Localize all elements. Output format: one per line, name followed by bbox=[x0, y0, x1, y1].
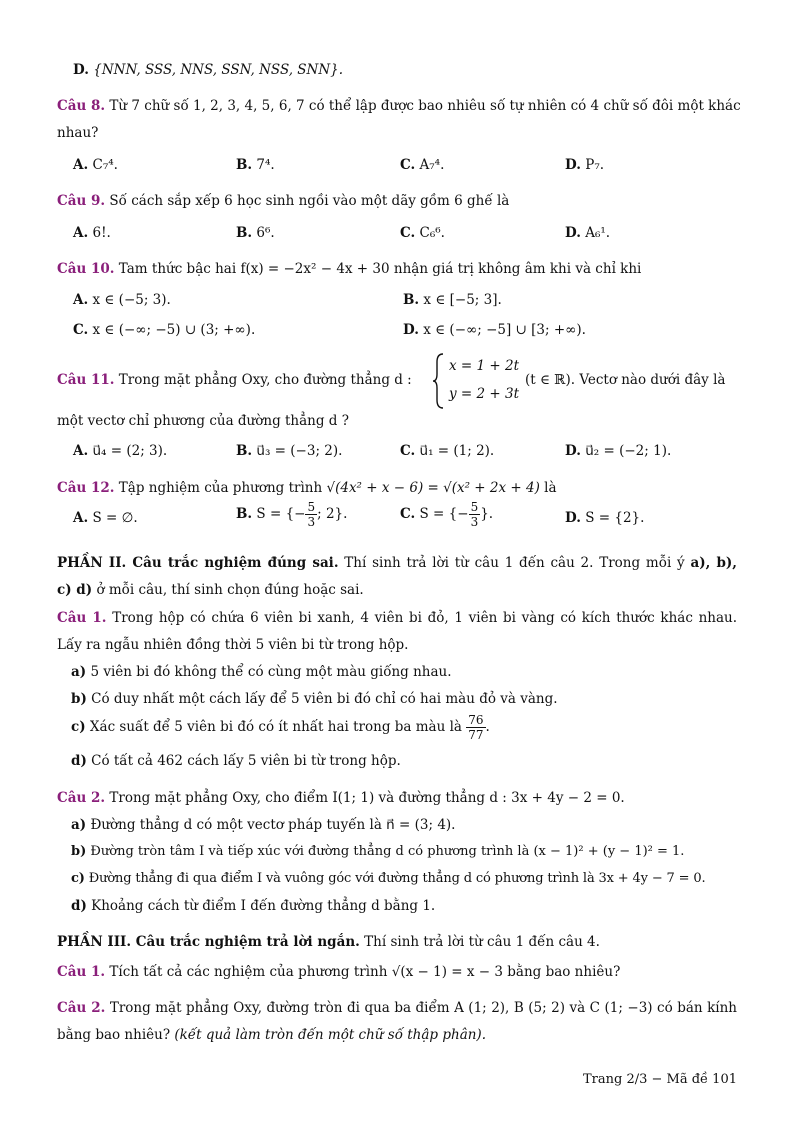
item-label: b) bbox=[71, 691, 87, 707]
q9-option-d bbox=[565, 225, 610, 241]
option-text-end: }. bbox=[480, 506, 494, 522]
item-label: c) bbox=[71, 719, 86, 735]
option-label: C. bbox=[400, 225, 416, 241]
question-8-cont: nhau? bbox=[57, 125, 99, 141]
q10-option-b bbox=[403, 292, 502, 308]
option-label: D. bbox=[73, 62, 89, 78]
item-label: b) bbox=[71, 844, 87, 859]
item-label: d) bbox=[71, 898, 87, 914]
p2q2-item-c bbox=[71, 871, 706, 886]
q11-option-c bbox=[400, 443, 494, 459]
denominator: 77 bbox=[468, 728, 484, 742]
question-label: Câu 2. bbox=[57, 790, 106, 806]
question-text: Số cách sắp xếp 6 học sinh ngồi vào một dãy gồm 6 ghế là bbox=[109, 193, 510, 209]
p2q1-item-c bbox=[71, 713, 490, 742]
question-text: Trong mặt phẳng Oxy, đường tròn đi qua ba điểm A (1; 2), B (5; 2) và C (1; −3) có bán kính bbox=[109, 1000, 737, 1016]
q8-option-a bbox=[73, 157, 118, 173]
fraction bbox=[305, 500, 317, 529]
option-text: S = ∅. bbox=[92, 510, 138, 526]
option-label: A. bbox=[73, 225, 89, 241]
p2q2-item-a bbox=[71, 817, 455, 833]
q10-option-c bbox=[73, 322, 255, 338]
p2-question-2 bbox=[57, 790, 625, 806]
q10-option-d bbox=[403, 322, 586, 338]
p3-question-1 bbox=[57, 964, 620, 980]
q8-option-c bbox=[400, 157, 444, 173]
item-text: 5 viên bi đó không thể có cùng một màu giống nhau. bbox=[90, 664, 452, 680]
prev-option-d bbox=[73, 62, 343, 78]
question-text-2: bằng bao nhiêu? bbox=[57, 1027, 171, 1043]
q11-option-a bbox=[73, 443, 167, 459]
question-text-2: là bbox=[544, 480, 557, 496]
option-label: B. bbox=[236, 157, 253, 173]
option-label: B. bbox=[236, 506, 253, 522]
denominator: 3 bbox=[470, 515, 479, 529]
question-text: Từ 7 chữ số 1, 2, 3, 4, 5, 6, 7 có thể lập được bao nhiêu số tự nhiên có 4 chữ số đôi một khác bbox=[109, 98, 741, 114]
item-text: Đường tròn tâm I và tiếp xúc với đường thẳng d có phương trình là (x − 1)² + (y − 1)² = 1. bbox=[90, 844, 685, 859]
item-text: Đường thẳng d có một vectơ pháp tuyến là n⃗ = (3; 4). bbox=[90, 817, 456, 833]
section-title: PHẦN II. Câu trắc nghiệm đúng sai. bbox=[57, 555, 339, 571]
item-text: Khoảng cách từ điểm I đến đường thẳng d bằng 1. bbox=[91, 898, 436, 914]
option-label: A. bbox=[73, 292, 89, 308]
q12-option-d bbox=[565, 510, 644, 526]
part-2-heading-cont bbox=[57, 582, 364, 598]
question-label: Câu 1. bbox=[57, 610, 107, 626]
section-text: Thí sinh trả lời từ câu 1 đến câu 4. bbox=[364, 934, 600, 950]
option-text: A₆¹. bbox=[585, 225, 611, 241]
option-text: u⃗₂ = (−2; 1). bbox=[585, 443, 672, 459]
item-text: Xác suất để 5 viên bi đó có ít nhất hai trong ba màu là bbox=[89, 719, 462, 735]
equation: √(4x² + x − 6) = √(x² + 2x + 4) bbox=[326, 480, 540, 496]
question-label: Câu 9. bbox=[57, 193, 106, 209]
brace-icon bbox=[433, 352, 445, 410]
p3-question-2 bbox=[57, 1000, 737, 1016]
p2-question-1 bbox=[57, 610, 737, 626]
option-text: {NNN, SSS, NNS, SSN, NSS, SNN}. bbox=[93, 62, 344, 78]
question-text: Trong mặt phẳng Oxy, cho điểm I(1; 1) và đường thẳng d : 3x + 4y − 2 = 0. bbox=[109, 790, 625, 806]
p3-question-2-cont bbox=[57, 1027, 486, 1043]
q9-option-c bbox=[400, 225, 445, 241]
p2q1-item-a bbox=[71, 664, 452, 680]
part-3-heading bbox=[57, 934, 600, 950]
option-text: S = {− bbox=[256, 506, 306, 522]
q11-option-d bbox=[565, 443, 671, 459]
option-text: x ∈ (−∞; −5] ∪ [3; +∞). bbox=[423, 322, 586, 338]
option-text: 6!. bbox=[92, 225, 111, 241]
option-label: D. bbox=[565, 157, 581, 173]
question-label: Câu 11. bbox=[57, 372, 115, 388]
question-12 bbox=[57, 480, 557, 496]
option-label: A. bbox=[73, 157, 89, 173]
question-label: Câu 2. bbox=[57, 1000, 106, 1016]
option-label: C. bbox=[400, 443, 416, 459]
question-11-cont: một vectơ chỉ phương của đường thẳng d ? bbox=[57, 413, 349, 429]
option-text: C₇⁴. bbox=[92, 157, 118, 173]
option-text: u⃗₄ = (2; 3). bbox=[92, 443, 168, 459]
item-label: c) bbox=[71, 871, 85, 886]
question-text: Tích tất cả các nghiệm của phương trình √(x − 1) = x − 3 bằng bao nhiêu? bbox=[109, 964, 621, 980]
question-label: Câu 8. bbox=[57, 98, 106, 114]
p2-question-1-cont: Lấy ra ngẫu nhiên đồng thời 5 viên bi từ trong hộp. bbox=[57, 637, 409, 653]
question-label: Câu 10. bbox=[57, 261, 115, 277]
item-text: Đường thẳng đi qua điểm I và vuông góc với đường thẳng d có phương trình là 3x + 4y − 7 = 0. bbox=[88, 871, 706, 886]
option-label: D. bbox=[403, 322, 419, 338]
p2q2-item-b bbox=[71, 844, 684, 859]
fraction bbox=[469, 500, 481, 529]
question-label: Câu 12. bbox=[57, 480, 115, 496]
section-text: Thí sinh trả lời từ câu 1 đến câu 2. Trong mỗi ý bbox=[344, 555, 685, 571]
question-11 bbox=[57, 352, 737, 410]
option-text: S = {2}. bbox=[585, 510, 645, 526]
option-label: D. bbox=[565, 443, 581, 459]
option-text: x ∈ [−5; 3]. bbox=[423, 292, 502, 308]
q9-option-b bbox=[236, 225, 275, 241]
question-text: Trong mặt phẳng Oxy, cho đường thẳng d : bbox=[118, 372, 412, 388]
q11-option-b bbox=[236, 443, 342, 459]
fraction bbox=[466, 713, 485, 742]
numerator: 5 bbox=[307, 500, 316, 514]
p2q2-item-d bbox=[71, 898, 435, 914]
option-label: B. bbox=[403, 292, 420, 308]
question-10 bbox=[57, 261, 641, 277]
section-title: PHẦN III. Câu trắc nghiệm trả lời ngắn. bbox=[57, 934, 360, 950]
option-label: A. bbox=[73, 443, 89, 459]
item-text: Có tất cả 462 cách lấy 5 viên bi từ trong hộp. bbox=[91, 753, 401, 769]
question-text: Tập nghiệm của phương trình bbox=[118, 480, 323, 496]
question-9 bbox=[57, 193, 509, 209]
option-text: A₇⁴. bbox=[419, 157, 445, 173]
item-label: a) bbox=[71, 817, 87, 833]
q12-option-b bbox=[236, 500, 347, 529]
option-text: 7⁴. bbox=[256, 157, 275, 173]
q8-option-d bbox=[565, 157, 604, 173]
section-bold: a), b), bbox=[690, 555, 737, 571]
page-footer: Trang 2/3 − Mã đề 101 bbox=[582, 1072, 737, 1087]
option-label: D. bbox=[565, 510, 581, 526]
question-text-2: (t ∈ ℝ). Vectơ nào dưới đây là bbox=[525, 372, 726, 388]
option-text: P₇. bbox=[585, 157, 605, 173]
numerator: 76 bbox=[468, 713, 484, 727]
p2q1-item-b bbox=[71, 691, 558, 707]
question-text: Tam thức bậc hai f(x) = −2x² − 4x + 30 nhận giá trị không âm khi và chỉ khi bbox=[118, 261, 642, 277]
option-label: A. bbox=[73, 510, 89, 526]
q8-option-b bbox=[236, 157, 275, 173]
option-label: C. bbox=[400, 506, 416, 522]
item-text-end: . bbox=[485, 719, 490, 735]
question-8 bbox=[57, 98, 741, 114]
part-2-heading bbox=[57, 555, 737, 571]
item-label: a) bbox=[71, 664, 87, 680]
option-label: B. bbox=[236, 225, 253, 241]
p2q1-item-d bbox=[71, 753, 401, 769]
option-text: u⃗₃ = (−3; 2). bbox=[256, 443, 343, 459]
section-bold-2: c) d) bbox=[57, 582, 93, 598]
system-line-1: x = 1 + 2t bbox=[449, 358, 520, 374]
q12-option-c bbox=[400, 500, 493, 529]
question-text: Trong hộp có chứa 6 viên bi xanh, 4 viên bi đỏ, 1 viên bi vàng có kích thước khác nhau. bbox=[112, 610, 737, 626]
option-text: S = {− bbox=[419, 506, 469, 522]
question-note: (kết quả làm tròn đến một chữ số thập phân). bbox=[174, 1027, 486, 1043]
option-label: D. bbox=[565, 225, 581, 241]
option-text: C₆⁶. bbox=[419, 225, 445, 241]
question-label: Câu 1. bbox=[57, 964, 106, 980]
option-text: 6⁶. bbox=[256, 225, 275, 241]
q9-option-a bbox=[73, 225, 111, 241]
item-text: Có duy nhất một cách lấy để 5 viên bi đó chỉ có hai màu đỏ và vàng. bbox=[91, 691, 558, 707]
q10-option-a bbox=[73, 292, 171, 308]
option-text: u⃗₁ = (1; 2). bbox=[419, 443, 495, 459]
option-text: x ∈ (−5; 3). bbox=[92, 292, 171, 308]
q12-option-a bbox=[73, 510, 138, 526]
denominator: 3 bbox=[307, 515, 316, 529]
option-label: C. bbox=[73, 322, 89, 338]
option-label: B. bbox=[236, 443, 253, 459]
option-text: x ∈ (−∞; −5) ∪ (3; +∞). bbox=[92, 322, 256, 338]
system-line-2: y = 2 + 3t bbox=[449, 386, 520, 402]
section-text-2: ở mỗi câu, thí sinh chọn đúng hoặc sai. bbox=[96, 582, 364, 598]
numerator: 5 bbox=[470, 500, 479, 514]
option-text-end: ; 2}. bbox=[317, 506, 348, 522]
option-label: C. bbox=[400, 157, 416, 173]
item-label: d) bbox=[71, 753, 87, 769]
